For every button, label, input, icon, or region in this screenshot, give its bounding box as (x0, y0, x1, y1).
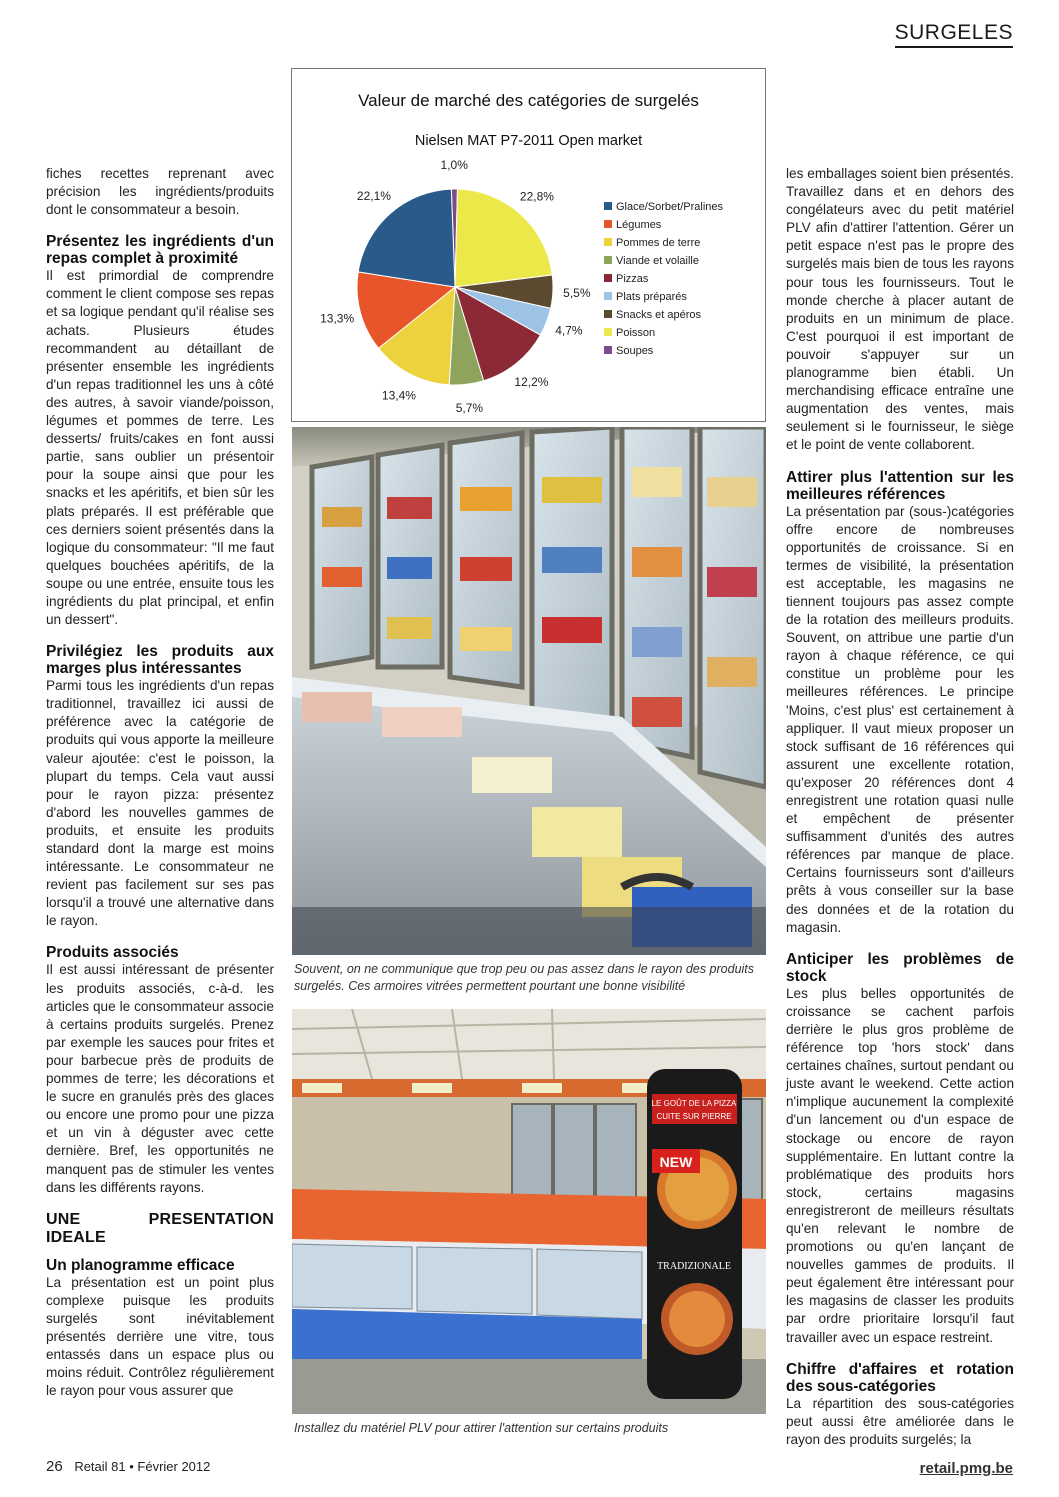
caption-photo-1: Souvent, on ne communique que trop peu ou pas assez dans le rayon des produits surgelés. Ces armoires vitrées permettent pourtant une bonne visibilité (294, 962, 755, 993)
photo-store-aisle (292, 1009, 766, 1414)
slice-label: 22,8% (519, 189, 554, 204)
slice-label: 5,5% (563, 285, 591, 300)
legend-swatch (604, 328, 612, 336)
issue-info: Retail 81 • Février 2012 (74, 1459, 211, 1474)
footer-left (46, 1458, 210, 1475)
heading-ingredients: Présentez les ingrédients d'un repas complet à proximité (46, 233, 274, 268)
paragraph-marges: Parmi tous les ingrédients d'un repas traditionnel, travaillez ici aussi de préférence avec la catégorie de produits qui vous apporte la meilleure valeur ajoutée: c'est le poisson, la plupart du temps. Cela vaut aussi pour le rayon pizza: présentez d'abord les nouvelles gammes de produits, et ensuite les produits standard dont la marge est moins intéressante. Le consommateur ne revient pas facilement sur ses pas lorsqu'il a trouvé une alternative dans le rayon. (46, 678, 274, 929)
heading-stock: Anticiper les problèmes de stock (786, 950, 1014, 985)
section-heading: UNE PRESENTATION IDEALE (46, 1210, 274, 1246)
legend-swatch (604, 310, 612, 318)
chart-title: Valeur de marché des catégories de surgelés (358, 91, 699, 110)
photo-freezer-cabinets (292, 427, 766, 955)
heading-chiffre: Chiffre d'affaires et rotation des sous-catégories (786, 1360, 1014, 1395)
store-illustration (292, 1009, 766, 1414)
right-column (786, 165, 1014, 1463)
paragraph-attention: La présentation par (sous-)catégories offre encore de nombreuses opportunités de croissance. Si en termes de visibilité, la présentation est acceptable, les magasins ne tiennent toujours pas assez compte de la rotation des meilleurs produits. Souvent, on attribue une partie d'un rayon à chaque référence, ce qui constitue un problème pour les meilleures références. Le principe 'Moins, c'est plus' est certainement à appliquer. Il vaut mieux proposer un stock suffisant de 16 références qui assurent une excellente rotation, qu'exposer 20 références dont 4 enregistrent une rotation quasi nulle et empêchent de présenter suffisamment d'unités des autres références par manque de place. Certains fournisseurs sont d'ailleurs prêts à vous conseiller sur la base des données et de la rotation du magasin. (786, 503, 1014, 935)
website-link[interactable]: retail.pmg.be (919, 1460, 1013, 1477)
heading-associes: Produits associés (46, 944, 179, 962)
paragraph-associes: Il est aussi intéressant de présenter les produits associés, c-à-d. les articles que le consommateur associe à certains produits surgelés. Prenez par exemple les sauces pour frites et pour barbecue près de produits de pommes de terre; les décorations et le sucre en granulés près des glaces ou encore une promo pour une pizza et un vin à déguster avec cette dernière. Bref, les opportunités ne manquent pas de stimuler les ventes dans les différents rayons. (46, 962, 274, 1195)
pie-slice (455, 189, 552, 287)
legend-label: Pommes de terre (616, 237, 701, 249)
legend-swatch (604, 238, 612, 246)
slice-label: 5,7% (455, 401, 484, 416)
slice-label: 12,2% (514, 375, 549, 390)
legend-label: Glace/Sorbet/Pralines (616, 201, 723, 213)
sign-text-1: LE GOÛT DE LA PIZZA (651, 1099, 737, 1108)
legend-label: Soupes (616, 345, 654, 357)
legend-label: Poisson (616, 327, 656, 339)
slice-label: 13,4% (381, 388, 416, 403)
sign-new: NEW (659, 1154, 693, 1170)
legend-label: Viande et volaille (616, 255, 699, 267)
pie-slice (358, 189, 455, 287)
heading-planogramme: Un planogramme efficace (46, 1256, 235, 1274)
slice-label: 4,7% (555, 323, 583, 338)
chart-subtitle: Nielsen MAT P7-2011 Open market (414, 133, 643, 149)
paragraph-chiffre: La répartition des sous-catégories peut aussi être améliorée dans le rayon des produits surgelés; la (786, 1395, 1014, 1447)
legend-swatch (604, 292, 612, 300)
caption-photo-2: Installez du matériel PLV pour attirer l'attention sur certains produits (294, 1421, 669, 1435)
slice-label: 1,0% (440, 158, 468, 173)
legend-swatch (604, 274, 612, 282)
legend-swatch (604, 202, 612, 210)
sign-text-2: CUITE SUR PIERRE (656, 1112, 732, 1121)
paragraph-stock: Les plus belles opportunités de croissance se cachent parfois derrière le plus gros problème de référence top 'hors stock' dans certaines chaînes, surtout pendant ou juste avant le weekend. Cette action n'implique aucunement la complexité d'un lancement ou d'un espace de stockage ou encore de rayon supplémentaire. En luttant contre la problématique des produits hors stock, certains magasins enregistreront de meilleurs résultats qu'en relevant le nombre de promotions ou qu'en lançant de nouvelles gammes de produits. Il peut également être intéressant pour les magasins de classer les produits par ordre prioritaire lorsqu'il faut travailler avec un espace restreint. (786, 985, 1014, 1345)
legend-swatch (604, 220, 612, 228)
heading-marges: Privilégiez les produits aux marges plus intéressantes (46, 643, 274, 678)
paragraph-ingredients: Il est primordial de comprendre comment le client compose ses repas et sa logique pendant qu'il réalise ses achats. Plusieurs études recommandent au détaillant de présenter ensemble les ingrédients d'un repas traditionnel les uns à côté des autres, à savoir viande/poisson, légumes et pommes de terre. Les desserts/ fruits/cakes en font aussi partie, sans oublier un présentoir pour la soupe ainsi que pour les snacks et les apéritifs, et bien sûr les plats préparés. Il est préférable que ces derniers soient présentés dans la logique du consommateur: "Il me faut quelques bouchées apéritifs, de la soupe ou une entrée, ensuite tous les ingrédients du plat principal, et enfin un dessert". (46, 268, 274, 628)
slice-label: 13,3% (320, 311, 355, 326)
legend-label: Snacks et apéros (616, 309, 701, 321)
paragraph-intro: fiches recettes reprenant avec précision les ingrédients/produits dont le consommateur a besoin. (46, 166, 274, 218)
sign-brand: TRADIZIONALE (657, 1261, 731, 1272)
section-tag: SURGELES (895, 20, 1013, 48)
legend-swatch (604, 256, 612, 264)
pie-chart (292, 69, 767, 423)
paragraph-planogramme: La présentation est un point plus complexe puisque les produits surgelés sont inévitablement présentés derrière une vitre, tous entassés dans un espace plus ou moins réduit. Contrôlez régulièrement le rayon pour vous assurer que (46, 1274, 274, 1399)
left-column (46, 165, 274, 1415)
legend-label: Pizzas (616, 273, 649, 285)
legend-label: Plats préparés (616, 291, 687, 303)
page-number: 26 (46, 1458, 63, 1475)
pie-chart-box (291, 68, 766, 422)
legend-swatch (604, 346, 612, 354)
heading-attention: Attirer plus l'attention sur les meilleures références (786, 468, 1014, 503)
freezer-illustration (292, 427, 766, 955)
slice-label: 22,1% (356, 188, 391, 203)
legend-label: Légumes (616, 219, 662, 231)
paragraph-continued: les emballages soient bien présentés. Travaillez dans et en dehors des congélateurs avec du petit matériel PLV afin d'attirer l'attention. Gérer un petit espace n'est pas le propre des surgelés mais bien de tous les rayons pour tous les fournisseurs. Tout le monde cherche à placer autant de produits en un minimum de place. C'est pourquoi il est important de pouvoir s'appuyer sur un planogramme bien établi. Un merchandising efficace entraîne une augmentation des ventes, mais seulement si le fournisseur, le siège et le point de vente collaborent. (786, 166, 1014, 453)
